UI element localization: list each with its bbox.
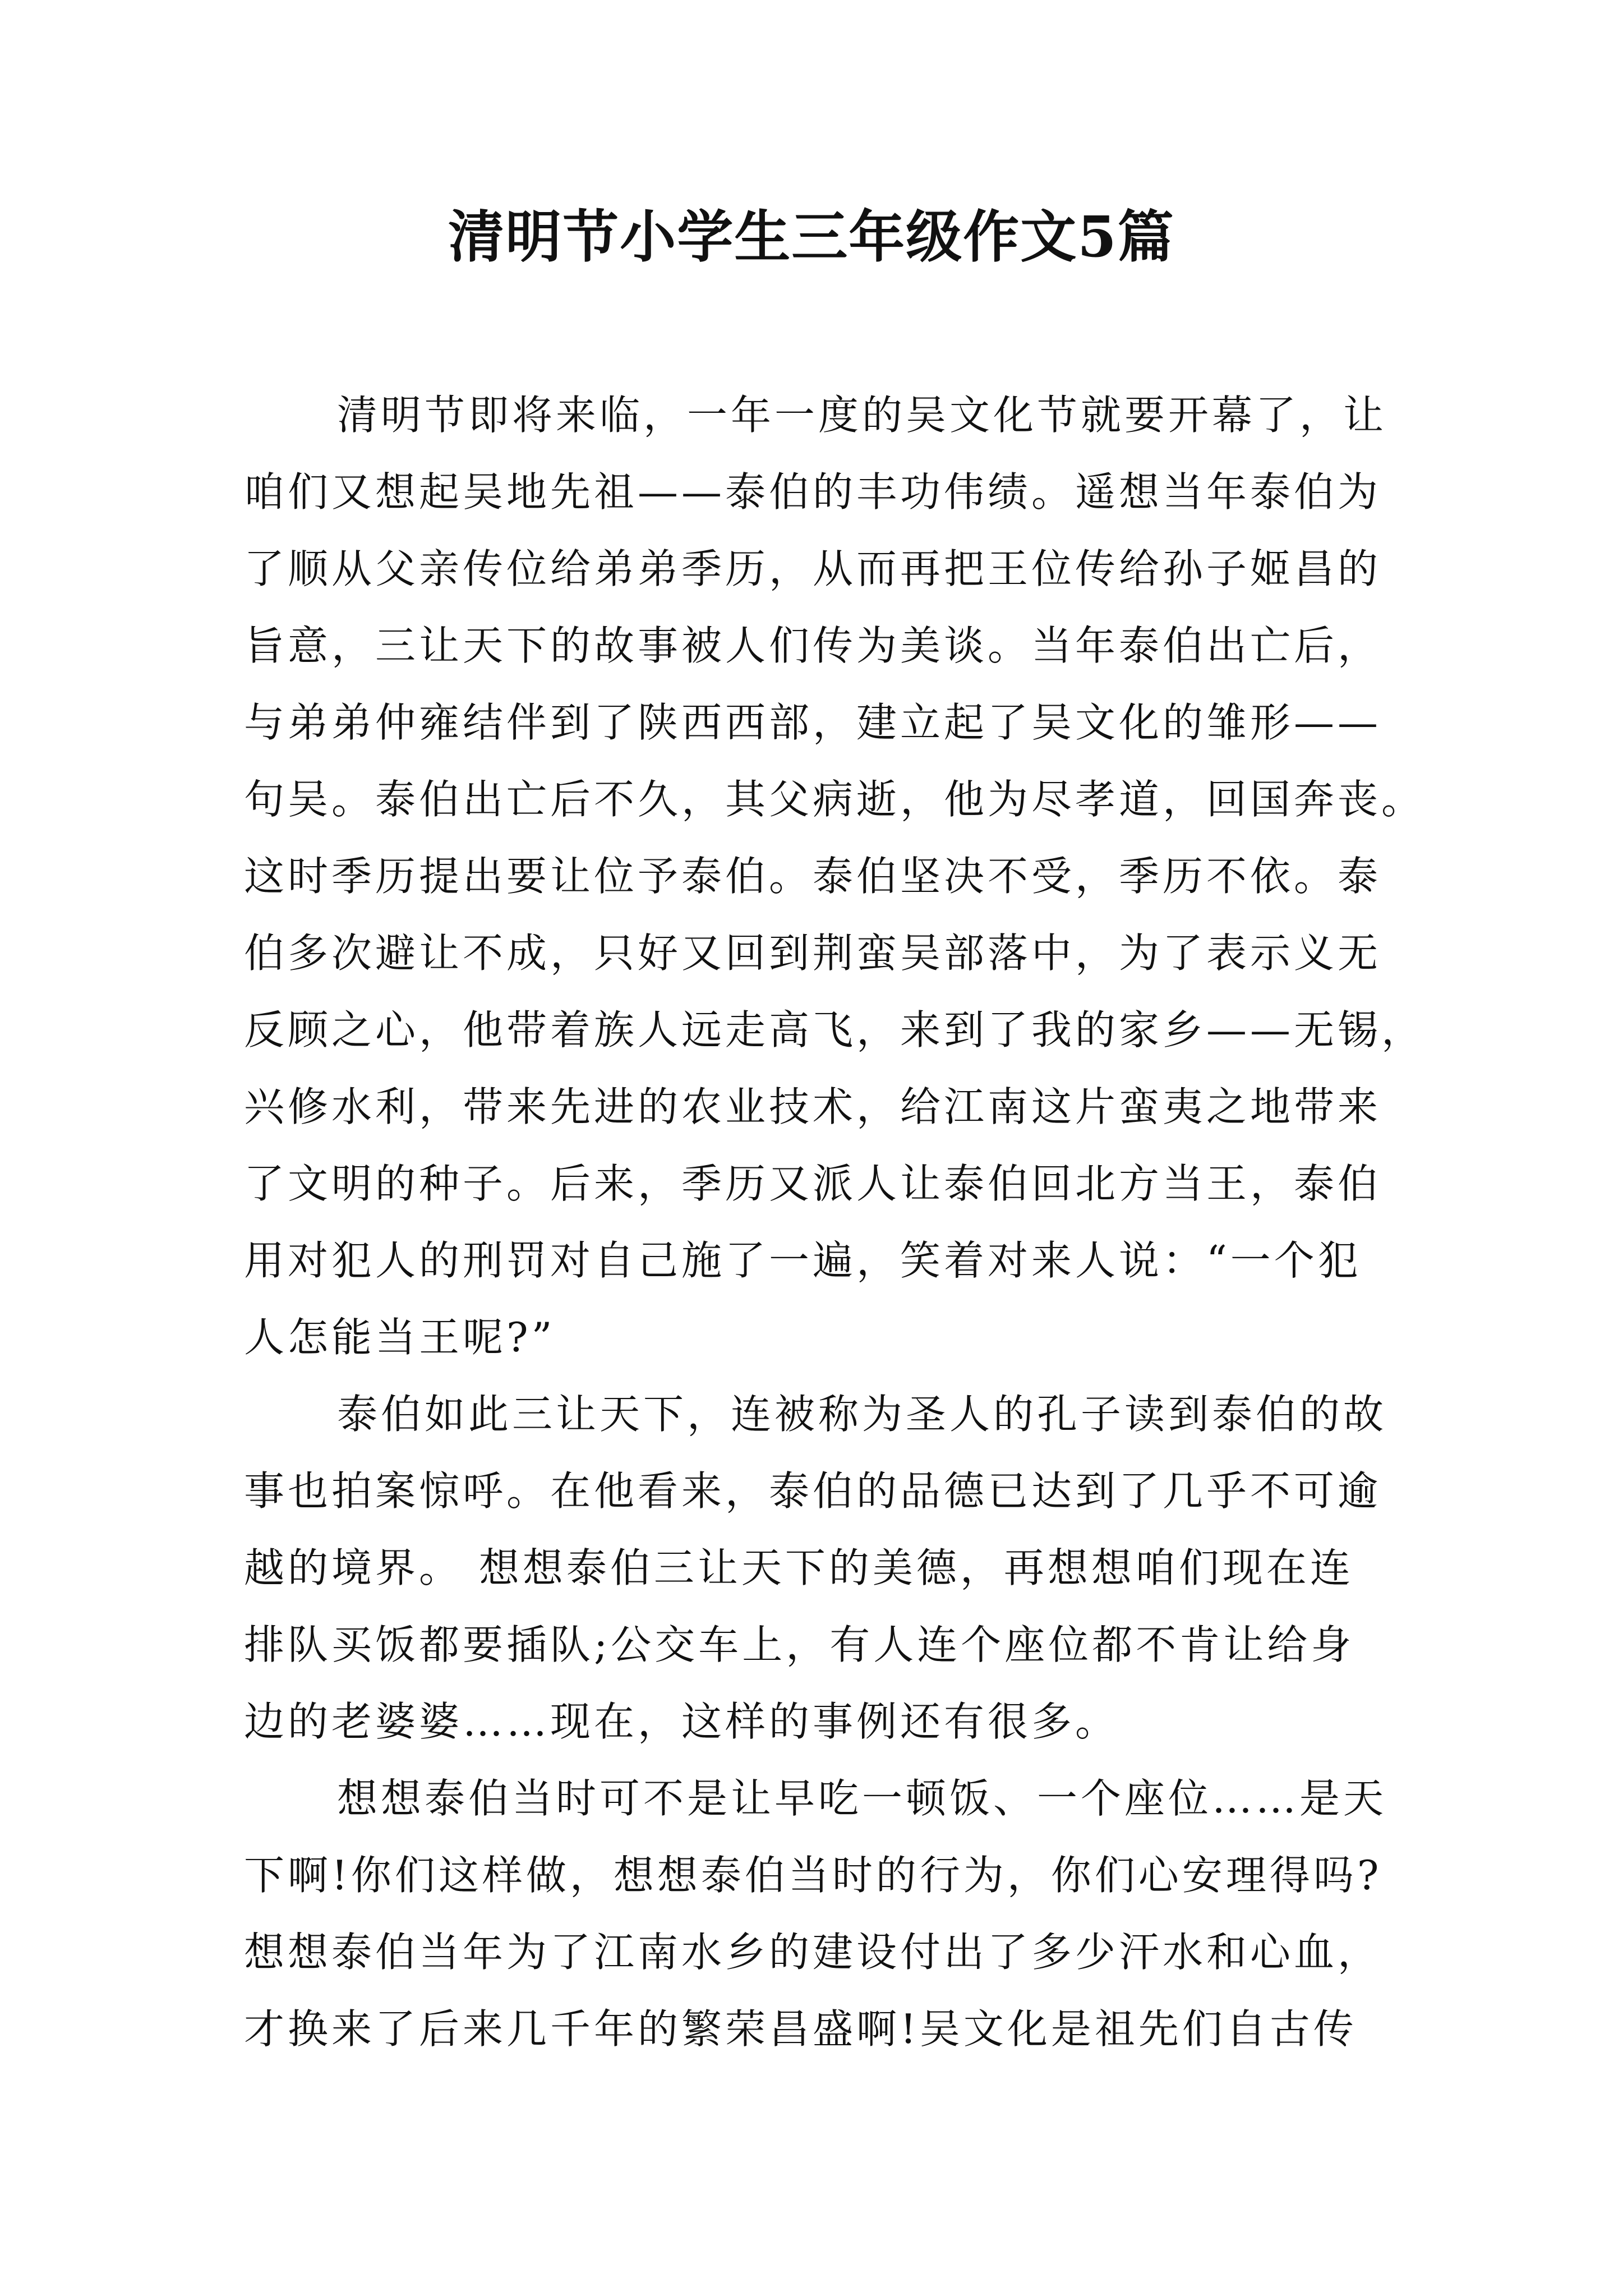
- paragraph-line: 这时季历提出要让位予泰伯。泰伯坚决不受，季历不依。泰: [244, 853, 1382, 900]
- paragraph-line: 旨意，三让天下的故事被人们传为美谈。当年泰伯出亡后，: [244, 622, 1382, 669]
- paragraph-line: 排队买饭都要插队;公交车上，有人连个座位都不肯让给身: [244, 1621, 1355, 1668]
- paragraph-line: 越的境界。 想想泰伯三让天下的美德，再想想咱们现在连: [244, 1544, 1354, 1591]
- paragraph-line: 事也拍案惊呼。在他看来，泰伯的品德已达到了几乎不可逾: [244, 1467, 1382, 1515]
- paragraph-line: 下啊!你们这样做，想想泰伯当时的行为，你们心安理得吗?: [244, 1852, 1382, 1899]
- paragraph-2: [244, 1376, 1388, 1760]
- paragraph-1: [244, 377, 1426, 1376]
- paragraph-line: 句吴。泰伯出亡后不久，其父病逝，他为尽孝道，回国奔丧。: [244, 776, 1426, 823]
- paragraph-3: [244, 1760, 1388, 2068]
- paragraph-line: 泰伯如此三让天下，连被称为圣人的孔子读到泰伯的故: [337, 1391, 1387, 1438]
- paragraph-line: 与弟弟仲雍结伴到了陕西西部，建立起了吴文化的雏形——: [244, 699, 1382, 746]
- document-title: 清明节小学生三年级作文5篇: [448, 204, 1175, 270]
- paragraph-line: 反顾之心，他带着族人远走高飞，来到了我的家乡——无锡，: [244, 1006, 1426, 1053]
- paragraph-line: 边的老婆婆……现在，这样的事例还有很多。: [244, 1698, 1119, 1745]
- paragraph-line: 咱们又想起吴地先祖——泰伯的丰功伟绩。遥想当年泰伯为: [244, 468, 1382, 516]
- document-body: [244, 377, 1426, 2068]
- paragraph-line: 伯多次避让不成，只好又回到荆蛮吴部落中，为了表示义无: [244, 930, 1382, 977]
- paragraph-line: 想想泰伯当时可不是让早吃一顿饭、一个座位……是天: [337, 1775, 1387, 1822]
- paragraph-line: 了顺从父亲传位给弟弟季历，从而再把王位传给孙子姬昌的: [244, 545, 1382, 592]
- paragraph-line: 人怎能当王呢?”: [244, 1314, 556, 1361]
- paragraph-line: 才换来了后来几千年的繁荣昌盛啊!吴文化是祖先们自古传: [244, 2005, 1357, 2053]
- paragraph-line: 了文明的种子。后来，季历又派人让泰伯回北方当王，泰伯: [244, 1160, 1382, 1207]
- paragraph-line: 用对犯人的刑罚对自己施了一遍，笑着对来人说：“一个犯: [244, 1237, 1362, 1284]
- paragraph-line: 想想泰伯当年为了江南水乡的建设付出了多少汗水和心血，: [244, 1929, 1382, 1976]
- paragraph-line: 兴修水利，带来先进的农业技术，给江南这片蛮夷之地带来: [244, 1083, 1382, 1130]
- paragraph-line: 清明节即将来临，一年一度的吴文化节就要开幕了，让: [337, 392, 1387, 439]
